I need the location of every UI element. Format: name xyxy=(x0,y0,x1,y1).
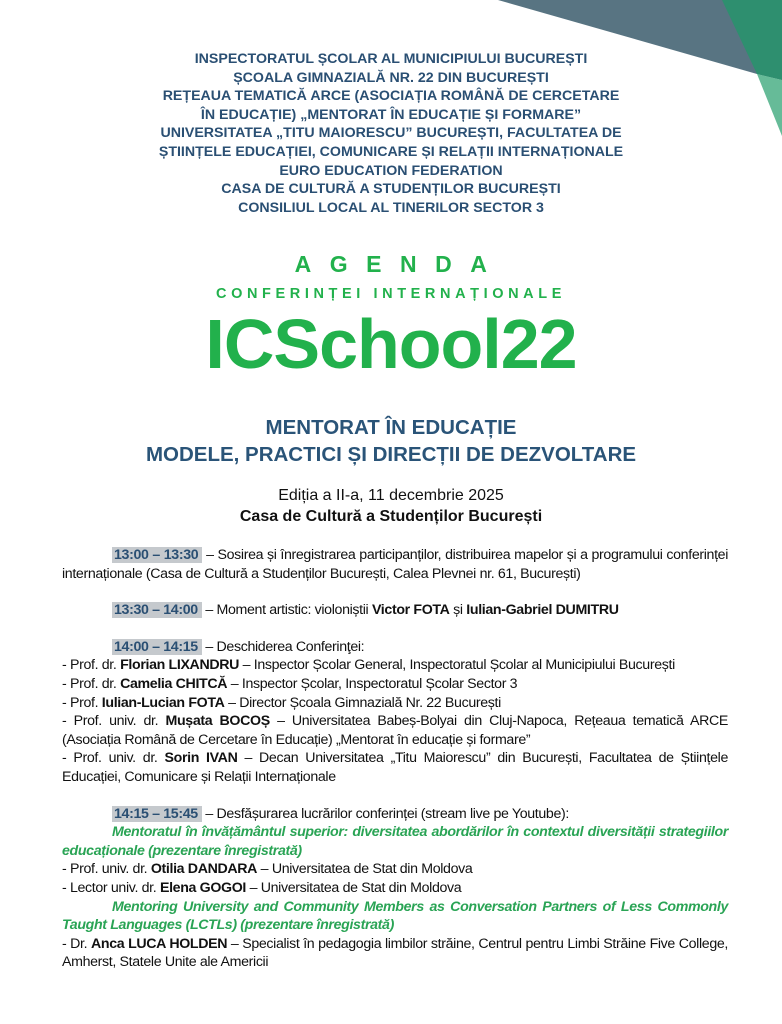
speaker-title: - Prof. univ. dr. xyxy=(62,750,165,767)
speaker-role: – Inspector Școlar, Inspectoratul Școlar Sector 3 xyxy=(227,675,518,692)
conference-heading: CONFERINȚEI INTERNAȚIONALE xyxy=(216,286,566,302)
agenda-item xyxy=(62,601,728,620)
agenda-heading: AGENDA xyxy=(294,251,506,277)
speaker-entry xyxy=(62,712,728,749)
agenda-item-line xyxy=(62,805,728,824)
speaker-name: Camelia CHITCĂ xyxy=(120,675,228,692)
agenda-item-text: – Moment artistic: violoniștii xyxy=(201,602,372,619)
speaker-role: – Universitatea de Stat din Moldova xyxy=(246,879,462,896)
speaker-name: Mușata BOCOȘ xyxy=(165,713,270,730)
speaker-name: Florian LIXANDRU xyxy=(120,657,240,674)
edition-venue: Casa de Cultură a Studenților București xyxy=(239,508,543,525)
agenda-item xyxy=(62,805,728,972)
speaker-role: – Inspector Școlar General, Inspectoratul Școlar al Municipiului București xyxy=(239,657,675,674)
agenda-item-line xyxy=(62,638,728,657)
speaker-title: - Prof. dr. xyxy=(62,675,121,692)
performer-name: Iulian-Gabriel DUMITRU xyxy=(466,602,619,619)
speaker-role: – Decan Universitatea „Titu Maiorescu” din București, Facultatea de Științele Educației, Comunicare și Relații Internaționale xyxy=(62,750,729,785)
speaker-role: – Specialist în pedagogia limbilor străine, Centrul pentru Limbi Străine Five College, Amherst, Statele Unite ale Americii xyxy=(62,935,728,971)
time-slot: 13:30 – 14:00 xyxy=(112,602,202,618)
speaker-name: Anca LUCA HOLDEN xyxy=(91,935,228,952)
performer-name: Victor FOTA xyxy=(371,602,450,619)
speaker-name: Otilia DANDARA xyxy=(150,861,258,878)
speaker-role: – Universitatea de Stat din Moldova xyxy=(257,861,473,878)
organizer-line: ȘTIINȚELE EDUCAȚIEI, COMUNICARE ȘI RELAȚII INTERNAȚIONALE xyxy=(158,143,624,160)
agenda-item xyxy=(62,638,728,787)
agenda-item xyxy=(62,546,728,583)
time-slot: 14:15 – 15:45 xyxy=(112,806,202,822)
speaker-title: - Dr. xyxy=(62,935,91,952)
subtitle-line-2: MODELE, PRACTICI ȘI DIRECȚII DE DEZVOLTARE xyxy=(145,443,637,466)
organizer-line: REȚEAUA TEMATICĂ ARCE (ASOCIAȚIA ROMÂNĂ DE CERCETARE xyxy=(162,88,620,105)
agenda-item-text: – Desfășurarea lucrărilor conferinței (stream live pe Youtube): xyxy=(201,805,569,822)
speaker-entry xyxy=(62,656,728,675)
talk-title: Mentoring University and Community Members as Conversation Partners of Less Commonly Taught Languages (LCTLs) (prezentare înregistrată) xyxy=(62,898,728,934)
speaker-entry xyxy=(62,749,728,786)
agenda-item-text: – Sosirea și înregistrarea participanților, distribuirea mapelor și a programului conferinței internaționale (Casa de Cultură a Studenților București, Calea Plevnei nr. 61, București) xyxy=(62,547,729,582)
speaker-title: - Prof. dr. xyxy=(62,657,121,674)
conference-brand-title: ICSchool22 xyxy=(205,305,577,383)
speaker-entry xyxy=(62,694,728,713)
organizer-line: EURO EDUCATION FEDERATION xyxy=(279,162,503,179)
talk-title: Mentoratul în învățământul superior: diversitatea abordărilor în contextul diversității strategiilor educaționale (prezentare înregistrată) xyxy=(62,824,728,859)
speaker-entry xyxy=(62,879,728,898)
speaker-title: - Prof. univ. dr. xyxy=(62,713,166,730)
time-slot: 13:00 – 13:30 xyxy=(112,547,202,563)
organizers-header xyxy=(0,50,782,217)
speaker-name: Sorin IVAN xyxy=(164,750,238,767)
speaker-title: - Prof. xyxy=(62,694,102,711)
edition-info xyxy=(0,485,782,527)
agenda-item-line xyxy=(62,601,728,620)
speaker-title: - Prof. univ. dr. xyxy=(62,861,151,878)
agenda-body xyxy=(62,546,728,990)
speaker-entry xyxy=(62,860,728,879)
organizer-line: ÎN EDUCAȚIE) „MENTORAT ÎN EDUCAȚIE ȘI FORMARE” xyxy=(200,106,582,123)
agenda-item-text: și xyxy=(449,602,467,619)
time-slot: 14:00 – 14:15 xyxy=(112,639,202,655)
speaker-role: – Director Școala Gimnazială Nr. 22 București xyxy=(224,694,501,711)
subtitle-line-1: MENTORAT ÎN EDUCAȚIE xyxy=(265,416,517,439)
conference-subtitle xyxy=(0,414,782,468)
speaker-role: – Universitatea Babeș-Bolyai din Cluj-Napoca, Rețeaua tematică ARCE (Asociația Română de Cercetare în Educație) „Mentorat în educație și formare” xyxy=(62,713,728,748)
organizer-line: INSPECTORATUL ȘCOLAR AL MUNICIPIULUI BUCUREȘTI xyxy=(194,51,588,67)
organizer-line: CASA DE CULTURĂ A STUDENȚILOR BUCUREȘTI xyxy=(221,181,561,198)
organizer-line: CONSILIUL LOCAL AL TINERILOR SECTOR 3 xyxy=(238,199,544,216)
speaker-title: - Lector univ. dr. xyxy=(62,879,160,896)
organizer-line: ȘCOALA GIMNAZIALĂ NR. 22 DIN BUCUREȘTI xyxy=(233,69,549,86)
agenda-item-line xyxy=(62,546,728,583)
speaker-name: Iulian-Lucian FOTA xyxy=(101,694,225,711)
edition-date: Ediția a II-a, 11 decembrie 2025 xyxy=(278,487,504,504)
speaker-entry xyxy=(62,935,728,972)
organizer-line: UNIVERSITATEA „TITU MAIORESCU” BUCUREȘTI, FACULTATEA DE xyxy=(160,125,622,142)
speaker-entry xyxy=(62,675,728,694)
agenda-item-text: – Deschiderea Conferinţei: xyxy=(201,638,365,655)
speaker-name: Elena GOGOI xyxy=(159,879,246,896)
